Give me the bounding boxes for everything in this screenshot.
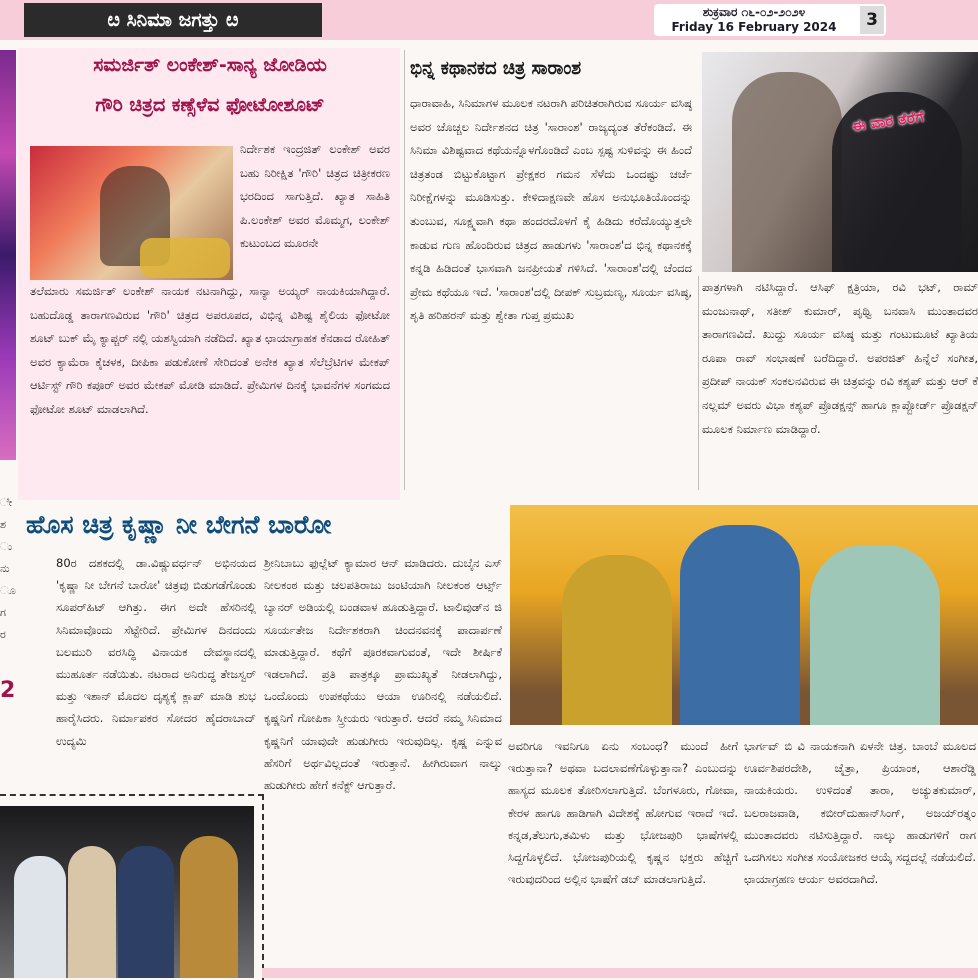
article-krishna-col-3: ಅವರಿಗೂ ಇವನಿಗೂ ಏನು ಸಂಬಂಧ? ಮುಂದೆ ಹೀಗೆ ಇರುತ್ತಾನಾ? ಅಥವಾ ಬದಲಾವಣೆಗೊಳ್ಳುತ್ತಾನಾ? ಎಂಬುದನ್ನು ಹಾಸ್ಯದ ಮೂಲಕ ತೋರಿಸಲಾಗುತ್ತಿದೆ. ಬೆಂಗಳೂರು, ಗೋವಾ, ಕೇರಳ ಹಾಗೂ ಹಾಡಿಗಾಗಿ ವಿದೇಶಕ್ಕೆ ಹೋಗುವ ಇರಾದೆ ಇದೆ. ಕನ್ನಡ,ತೆಲುಗು,ತಮಿಳು ಮತ್ತು ಭೋಜಪುರಿ ಭಾಷೆಗಳಲ್ಲಿ ಸಿದ್ದಗೊಳ್ಳಲಿದೆ. ಭೋಜಪುರಿಯಲ್ಲಿ ಕೃಷ್ಣನ ಭಕ್ತರು ಹೆಚ್ಚಿಗೆ ಇರುವುದರಿಂದ ಅಲ್ಲಿನ ಭಾಷೆಗೆ ಡಬ್ ಮಾಡಲಾಗುತ್ತಿದೆ.: [508, 739, 738, 887]
photo-figure: [680, 525, 800, 725]
article-saramsha-headline: ಭಿನ್ನ ಕಥಾನಕದ ಚಿತ್ರ ಸಾರಾಂಶ: [410, 58, 582, 79]
article-gauri-body-2: ತಲೆಮಾರು ಸಮರ್ಜಿತ್ ಲಂಕೇಶ್ ನಾಯಕ ನಟನಾಗಿದ್ದು, ಸಾನ್ಯಾ ಅಯ್ಯರ್ ನಾಯಕಿಯಾಗಿದ್ದಾರೆ. ಬಹುದೊಡ್ಡ ತಾರಾಗಣವಿರುವ 'ಗೌರಿ' ಚಿತ್ರದ ಅಪರೂಪದ, ವಿಭಿನ್ನ ವಿಶಿಷ್ಟ ಶೈಲಿಯ ಫೋಟೋ ಶೂಟ್ ಬುಕ್ ಮೈ ಕ್ಯಾಪ್ಚರ್ ನಲ್ಲಿ ಯಶಸ್ವಿಯಾಗಿ ನಡೆದಿದೆ. ಖ್ಯಾತ ಛಾಯಾಗ್ರಾಹಕ ಕೆನಡಾದ ರೋಹಿತ್ ಅವರ ಕ್ಯಾಮೆರಾ ಕೈಚಳಕ, ದೀಪಿಕಾ ಪಡುಕೋಣೆ ಸೇರಿದಂತೆ ಅನೇಕ ಖ್ಯಾತ ಸೆಲೆಬ್ರೆಟಿಗಳ ಮೇಕಪ್ ಆರ್ಟಿಸ್ಟ್ ಗೌರಿ ಕಪೂರ್ ಅವರ ಮೇಕಪ್ ಮೋಡಿ ಮಾಡಿದೆ. ಪ್ರೇಮಿಗಳ ದಿನಕ್ಕೆ ಭಾವನೆಗಳ ಸಂಗಮದ ಫೋಟೋ ಶೂಟ್ ಮಾಡಲಾಗಿದೆ.: [30, 284, 390, 416]
column-rule: [404, 50, 405, 490]
article-krishna-col-2: ಶ್ರೀನಿಬಾಬು ಫುಲ್ಲೆಟ್ ಕ್ಯಾಮಾರ ಆನ್ ಮಾಡಿದರು. ದುಬೈನ ಎಸ್ ನೀಲಕಂಠ ಮತ್ತು ಚಲಪತಿರಾಜು ಜಂಟಿಯಾಗಿ ನೀಲಕಂಠ ಆರ್ಟ್ಸ್ ಬ್ಯಾನರ್ ಅಡಿಯಲ್ಲಿ ಬಂಡವಾಳ ಹೂಡುತ್ತಿದ್ದಾರೆ. ಟಾಲಿವುಡ್‌ನ ಜಿ ಸೂರ್ಯತೇಜ ನಿರ್ದೇಶಕರಾಗಿ ಚಿಂದನವನಕ್ಕೆ ಪಾದಾರ್ಪಣೆ ಮಾಡುತ್ತಿದ್ದಾರೆ. ಕಥೆಗೆ ಪೂರಕವಾಗುವಂತೆ, ಇದೇ ಶೀರ್ಷಿಕೆ ಇಡಲಾಗಿದೆ. ಪ್ರತಿ ಪಾತ್ರಕ್ಕೂ ಪ್ರಾಮುಖ್ಯತೆ ನೀಡಲಾಗಿದ್ದು, ಒಂದೊಂದು ಉಪಕಥೆಯು ಆಯಾ ಊರಿನಲ್ಲಿ ನಡೆಯಲಿದೆ. ಕೃಷ್ಣನಿಗೆ ಗೋಪಿಕಾ ಸ್ತ್ರೀಯರು ಇರುತ್ತಾರೆ. ಆದರೆ ನಮ್ಮ ಸಿನಿಮಾದ ಕೃಷ್ಣನಿಗೆ ಯಾವುದೇ ಹುಡುಗೀರು ಇರುವುದಿಲ್ಲ. ಕೃಷ್ಣ ಎನ್ನುವ ಹೆಸರಿಗೆ ಅರ್ಥವಿಲ್ಲದಂತೆ ಇರುತ್ತಾನೆ. ಹೀಗಿರುವಾಗ ನಾಲ್ಕು ಹುಡುಗೀರು ಹೇಗೆ ಕನೆಕ್ಟ್ ಆಗುತ್ತಾರೆ.: [264, 556, 502, 793]
photo-figure: [14, 856, 66, 978]
saramsha-photo: [702, 52, 978, 272]
photo-figure: [118, 846, 174, 978]
section-title: ೞ ಸಿನಿಮಾ ಜಗತ್ತು ೞ: [24, 3, 322, 37]
adjacent-image-strip: [0, 50, 16, 460]
article-gauri-headline-1: ಸಮರ್ಜಿತ್ ಲಂಕೇಶ್-ಸಾನ್ಯ ಜೋಡಿಯ: [93, 54, 327, 76]
adjacent-text-fragment: ೇ ಶ ು ನು ೂ ಗ ರ: [0, 496, 16, 641]
photo-figure: [180, 836, 238, 978]
krishna-launch-photo: [0, 806, 254, 978]
article-krishna-headline: ಹೊಸ ಚಿತ್ರ ಕೃಷ್ಣಾ ನೀ ಬೇಗನೆ ಬಾರೋ: [26, 510, 332, 539]
page-number: 3: [860, 6, 884, 34]
column-rule: [698, 276, 699, 490]
article-saramsha-body: ಧಾರಾವಾಹಿ, ಸಿನಿಮಾಗಳ ಮೂಲಕ ನಟರಾಗಿ ಪರಿಚಿತರಾಗಿರುವ ಸೂರ್ಯ ವಸಿಷ್ಠ ಅವರ ಚೊಚ್ಚಲ ನಿರ್ದೇಶನದ ಚಿತ್ರ 'ಸಾರಾಂಶ' ರಾಜ್ಯದ್ಯಂತ ತೆರೆಕಂಡಿದೆ. ಈ ಸಿನಿಮಾ ವಿಶಿಷ್ಟವಾದ ಕಥೆಯನ್ನೊಳಗೊಂಡಿದೆ ಎಂಬ ಸ್ಪಷ್ಟ ಸುಳಿವನ್ನು ಈ ಹಿಂದೆ ಚಿತ್ರತಂಡ ಬಿಟ್ಟುಕೊಟ್ಟಾಗ ಪ್ರೇಕ್ಷಕರ ಗಮನ ಸೆಳೆದು ಒಂದಷ್ಟು ಚರ್ಚೆ ನಿರೀಕ್ಷೆಗಳನ್ನು ಮೂಡಿಸುತ್ತು. ಕೇಳಿದಾಕ್ಷಣವೇ ಹೊಸ ಅನುಭೂತಿಯೊಂದನ್ನು ತುಂಬುವ, ಸೂಕ್ಷ್ಮವಾಗಿ ಕಥಾ ಹಂದರದೊಳಗೆ ಕೈ ಹಿಡಿದು ಕರೆದೊಯ್ಯುತ್ತಲೇ ಕಾಡುವ ಗುಣ ಹೊಂದಿರುವ ಚಿತ್ರದ ಹಾಡುಗಳು 'ಸಾರಾಂಶ'ದ ಭಿನ್ನ ಕಥಾನಕಕ್ಕೆ ಕನ್ನಡಿ ಹಿಡಿದಂತೆ ಭಾಸವಾಗಿ ಜನಪ್ರೀಯತೆ ಗಳಿಸಿದೆ. 'ಸಾರಾಂಶ'ದಲ್ಲಿ ಚೆಂದದ ಪ್ರೇಮ ಕಥೆಯೂ ಇದೆ. 'ಸಾರಾಂಶ'ದಲ್ಲಿ ದೀಪಕ್ ಸುಬ್ರಮಣ್ಯ, ಸೂರ್ಯ ವಸಿಷ್ಠ, ಶೃತಿ ಹರಿಹರನ್ ಮತ್ತು ಶ್ವೇತಾ ಗುಪ್ತ ಪ್ರಮುಖ: [410, 96, 692, 323]
article-gauri-headline-2: ಗೌರಿ ಚಿತ್ರದ ಕಣ್ಸೆಳೆವ ಫೋಟೋಶೂಟ್: [95, 94, 325, 116]
adjacent-badge: 2: [0, 678, 16, 703]
photo-figure: [810, 545, 940, 725]
date-english: Friday 16 February 2024: [671, 20, 837, 34]
photo-car: [140, 238, 230, 278]
gauri-photoshoot-photo: [30, 146, 233, 280]
photo-figure: [732, 72, 842, 272]
article-gauri-body-1: ನಿರ್ದೇಶಕ ಇಂದ್ರಜಿತ್ ಲಂಕೇಶ್ ಅವರ ಬಹು ನಿರೀಕ್ಷಿತ 'ಗೌರಿ' ಚಿತ್ರದ ಚಿತ್ರೀಕರಣ ಭರದಿಂದ ಸಾಗುತ್ತಿದೆ. ಖ್ಯಾತ ಸಾಹಿತಿ ಪಿ.ಲಂಕೇಶ್ ಅವರ ಮೊಮ್ಮಗ, ಲಂಕೇಶ್ ಕುಟುಂಬದ ಮೂರನೇ: [240, 142, 390, 251]
photo-figure: [68, 846, 116, 978]
footer-bar: [262, 968, 978, 978]
article-saramsha-body-cont: ಪಾತ್ರಗಳಾಗಿ ನಟಿಸಿದ್ದಾರೆ. ಆಸಿಫ್ ಕ್ಷತ್ರಿಯಾ, ರವಿ ಭಟ್, ರಾಮ್ ಮಂಜುನಾಥ್, ಸತೀಶ್ ಕುಮಾರ್, ಪೃಥ್ವಿ ಬನವಾಸಿ ಮುಂತಾದವರ ತಾರಾಗಣವಿದೆ. ಖುದ್ದು ಸೂರ್ಯ ವಸಿಷ್ಠ ಮತ್ತು ಗಂಟುಮೂಟೆ ಖ್ಯಾತಿಯ ರೂಪಾ ರಾವ್ ಸಂಭಾಷಣೆ ಬರೆದಿದ್ದಾರೆ. ಅಪರಜಿತ್ ಹಿನ್ನೆಲೆ ಸಂಗೀತ, ಪ್ರದೀಪ್ ನಾಯಕ್ ಸಂಕಲನವಿರುವ ಈ ಚಿತ್ರವನ್ನು ರವಿ ಕಶ್ಯಪ್ ಮತ್ತು ಆರ್ ಕೆ ನಲ್ಲಮ್ ಅವರು ವಿಭಾ ಕಶ್ಯಪ್ ಪ್ರೊಡಕ್ಷನ್ಸ್ ಹಾಗೂ ಕ್ಲಾಪ್ಬೋರ್ಡ್ ಪ್ರೊಡಕ್ಷನ್ ಮೂಲಕ ನಿರ್ಮಾಣ ಮಾಡಿದ್ದಾರೆ.: [702, 280, 978, 436]
photo-figure: [562, 555, 672, 725]
krishna-cast-photo: [510, 505, 978, 725]
article-krishna-col-4: ಭಾರ್ಗವ್ ಬಿ ವಿ ನಾಯಕನಾಗಿ ಏಳನೇ ಚಿತ್ರ. ಬಾಂಬೆ ಮೂಲದ ಊರ್ವಶಿಪರದೇಶಿ, ಚೈತ್ರಾ, ಪ್ರಿಯಾಂಕ, ಆಶಾರೆಡ್ಡಿ ನಾಯಕಿಯರು. ಉಳಿದಂತೆ ತಾರಾ, ಅಚ್ಯುತಕುಮಾರ್, ಬಲರಾಜವಾಡಿ, ಕಬೀರ್‌ದುಹಾನ್‌ಸಿಂಗ್, ಅಜಯ್‌ರತ್ನಂ ಮುಂತಾದವರು ನಟಿಸುತ್ತಿದ್ದಾರೆ. ನಾಲ್ಕು ಹಾಡುಗಳಿಗೆ ರಾಗ ಒದಗಿಸಲು ಸಂಗೀತ ಸಂಯೋಜಕರ ಆಯ್ಕೆ ಸದ್ದದಲ್ಲೆ ನಡೆಯಲಿದೆ. ಛಾಯಾಗ್ರಹಣ ಆರ್ಯ ಅವರದಾಗಿದೆ.: [744, 739, 976, 887]
this-week-release-tag: ಈ ವಾರ ತೆರೆಗೆ: [851, 107, 926, 135]
date-box: [654, 4, 886, 36]
article-krishna-col-1: 80ರ ದಶಕದಲ್ಲಿ ಡಾ.ವಿಷ್ಣುವರ್ಧನ್ ಅಭಿನಯದ 'ಕೃಷ್ಣಾ ನೀ ಬೇಗನೆ ಬಾರೋ' ಚಿತ್ರವು ಬಿಡುಗಡೆಗೊಂಡು ಸೂಪರ್‌ಹಿಟ್ ಆಗಿತ್ತು. ಈಗ ಅದೇ ಹೆಸರಿನಲ್ಲಿ ಸಿನಿಮಾವೊಂದು ಸೆಟ್ಟೇರಿದೆ. ಪ್ರೇಮಿಗಳ ದಿನದಂದು ಬಲಮುರಿ ವರಸಿದ್ಧಿ ವಿನಾಯಕ ದೇವಸ್ಥಾನದಲ್ಲಿ ಮುಹೂರ್ತ ನಡೆಯಿತು. ನಟರಾದ ಅನಿರುದ್ಧ ತೇಜಸ್ವರ್ ಮತ್ತು ಇಶಾನ್ ಮೊದಲ ದೃಶ್ಯಕ್ಕೆ ಕ್ಲಾಪ್ ಮಾಡಿ ಶುಭ ಹಾರೈಸಿದರು. ನಿರ್ಮಾಪಕರ ಸೋದರ ಹೈದರಾಬಾದ್ ಉದ್ಯಮಿ: [56, 556, 256, 748]
date-kannada: ಶುಕ್ರವಾರ ೧೬-೦೨-೨೦೨೪: [702, 5, 806, 19]
